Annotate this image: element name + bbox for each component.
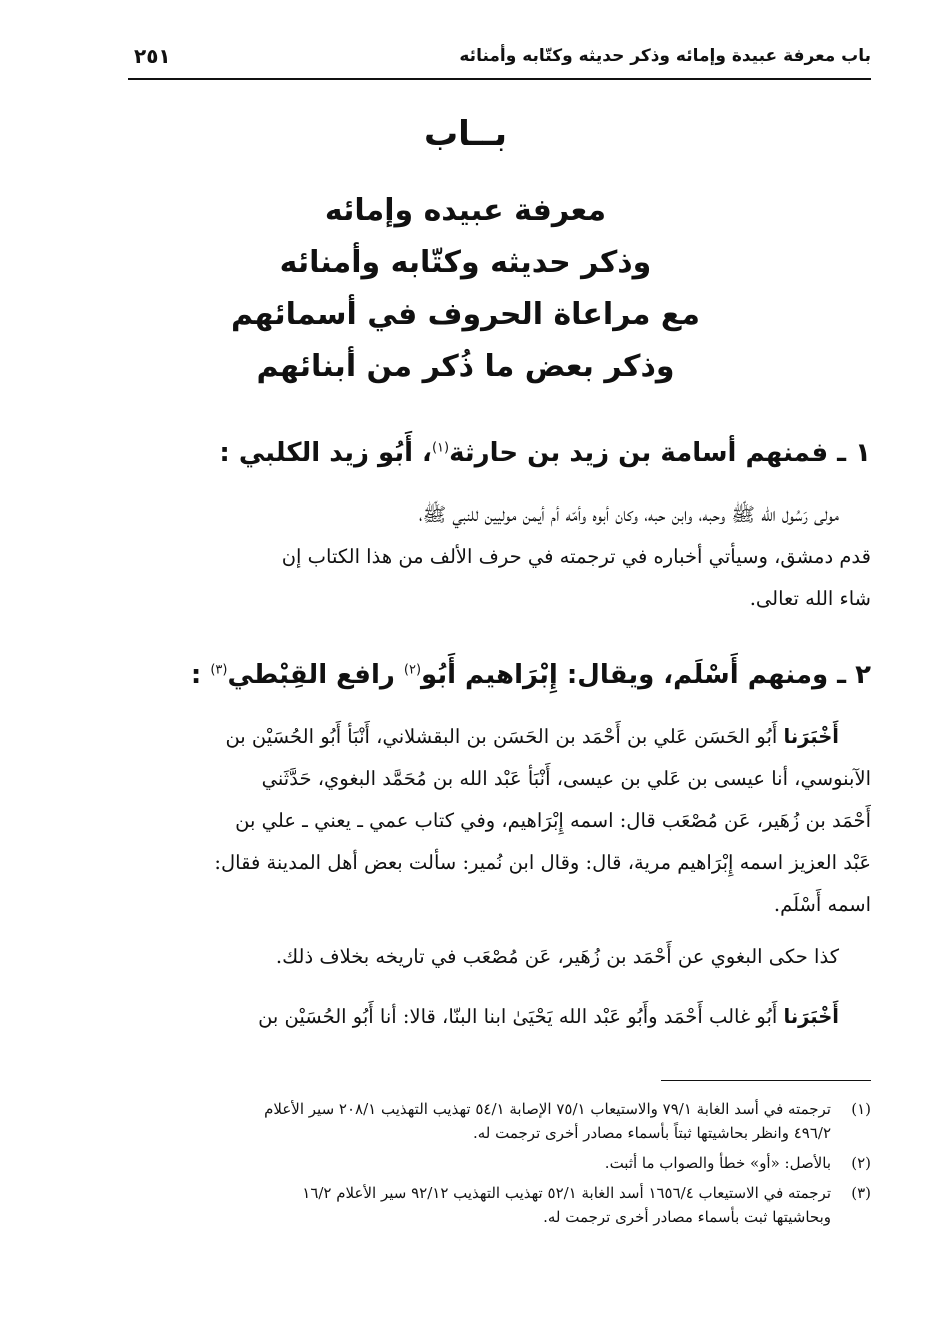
footnote-ref-2[interactable]: (٢)	[403, 662, 422, 678]
akhbarana-lead: أَخْبَرَنا	[783, 1005, 839, 1028]
footnote-text	[128, 1181, 831, 1229]
text-line: كذا حكى البغوي عن أَحْمَد بن زُهَير، عَن مُصْعَب في تاريخه بخلاف ذلك.	[275, 945, 839, 968]
text-line: مولى رَسُول الله ﷺ وحبه، وابن حبه، وكان أبوه وأمّه أم أيمن موليين للنبي ﷺ،	[418, 503, 839, 526]
footnote-number: (٣)	[851, 1184, 871, 1202]
page-number: ٢٥١	[134, 44, 171, 68]
footnote-number: (١)	[851, 1100, 871, 1118]
footnote-text	[128, 1097, 831, 1145]
text-line: عَبْد العزيز اسمه إِبْرَاهيم مرية، قال: وقال ابن نُمير: سألت بعض أهل المدينة فقال:	[214, 851, 871, 874]
footnote-line: وبحاشيتها ثبت بأسماء مصادر أخرى ترجمت له.	[543, 1208, 831, 1226]
footnote-divider	[661, 1080, 871, 1081]
footnote-text	[128, 1151, 831, 1175]
text-line: اسمه أَسْلَم.	[773, 893, 871, 916]
title-line: معرفة عبيده وإمائه	[324, 193, 607, 228]
footnote-ref-1[interactable]: (١)	[431, 440, 450, 456]
running-head: باب معرفة عبيدة وإمائه وذكر حديثه وكتّابه وأمنائه	[459, 46, 871, 66]
entry-2-paragraph-2	[128, 936, 871, 978]
text-line	[128, 716, 871, 758]
page-header	[128, 38, 871, 80]
entry-1-heading-tail: ، أَبُو زيد الكلبي :	[219, 438, 432, 468]
text-line: شاء الله تعالى.	[749, 587, 871, 610]
footnote-1	[128, 1097, 871, 1145]
chapter-title	[0, 185, 931, 393]
entry-2-heading-tail: :	[190, 660, 211, 690]
entry-1-heading	[128, 438, 871, 468]
footnote-line: بالأصل: «أو» خطأ والصواب ما أثبت.	[604, 1154, 831, 1172]
entry-1-text	[128, 494, 871, 620]
footnote-number: (٢)	[851, 1154, 871, 1172]
footnotes	[128, 1097, 871, 1235]
title-line: وذكر حديثه وكتّابه وأمنائه	[279, 245, 652, 280]
chapter-bab: بــاب	[424, 114, 507, 154]
text-line-content: أَبُو غالب أَحْمَد وأَبُو عَبْد الله يَحْيَىٰ ابنا البنّا، قالا: أنا أَبُو الحُسَيْن بن	[258, 1005, 784, 1028]
footnote-line: ترجمته في أسد الغابة ٧٩/١ والاستيعاب ٧٥/١ الإصابة ٥٤/١ تهذيب التهذيب ٢٠٨/١ سير الأعلام	[264, 1100, 831, 1118]
text-line-content: أَبُو الحَسَن عَلي بن أَحْمَد بن الحَسَن بن البقشلاني، أَنْبَأ أَبُو الحُسَيْن بن	[225, 725, 784, 748]
text-line: الآبنوسي، أنا عيسى بن عَلي بن عيسى، أَنْبَأ عَبْد الله بن مُحَمَّد البغوي، حَدَّثَني	[261, 767, 871, 790]
footnote-ref-3[interactable]: (٣)	[210, 662, 228, 678]
footnote-line: ترجمته في الاستيعاب ١٦٥٦/٤ أسد الغابة ٥٢/١ تهذيب التهذيب ٩٢/١٢ سير الأعلام ١٦/٢	[302, 1184, 831, 1202]
entry-2-paragraph-3	[128, 996, 871, 1038]
entry-2-paragraph-1	[128, 716, 871, 926]
text-line: أَحْمَد بن زُهَير، عَن مُصْعَب قال: اسمه إِبْرَاهيم، وفي كتاب عمي ـ يعني ـ علي بن	[235, 809, 871, 832]
footnote-2	[128, 1151, 871, 1175]
entry-2-heading-main: ٢ ـ ومنهم أَسْلَم، ويقال: إِبْرَاهيم أَبُو	[421, 660, 871, 690]
akhbarana-lead: أَخْبَرَنا	[783, 725, 839, 748]
footnote-line: ٤٩٦/٢ وانظر بحاشيتها ثبتاً بأسماء مصادر أخرى ترجمت له.	[472, 1124, 831, 1142]
title-line: وذكر بعض ما ذُكر من أبنائهم	[256, 349, 675, 384]
entry-1-heading-main: ١ ـ فمنهم أسامة بن زيد بن حارثة	[449, 438, 871, 468]
text-line: قدم دمشق، وسيأتي أخباره في ترجمته في حرف الألف من هذا الكتاب إن	[281, 545, 871, 568]
footnote-3	[128, 1181, 871, 1229]
text-line	[128, 996, 871, 1038]
entry-2-heading	[128, 660, 871, 690]
entry-2-heading-mid: رافع القِبْطي	[227, 660, 404, 690]
title-line: مع مراعاة الحروف في أسمائهم	[231, 297, 700, 332]
